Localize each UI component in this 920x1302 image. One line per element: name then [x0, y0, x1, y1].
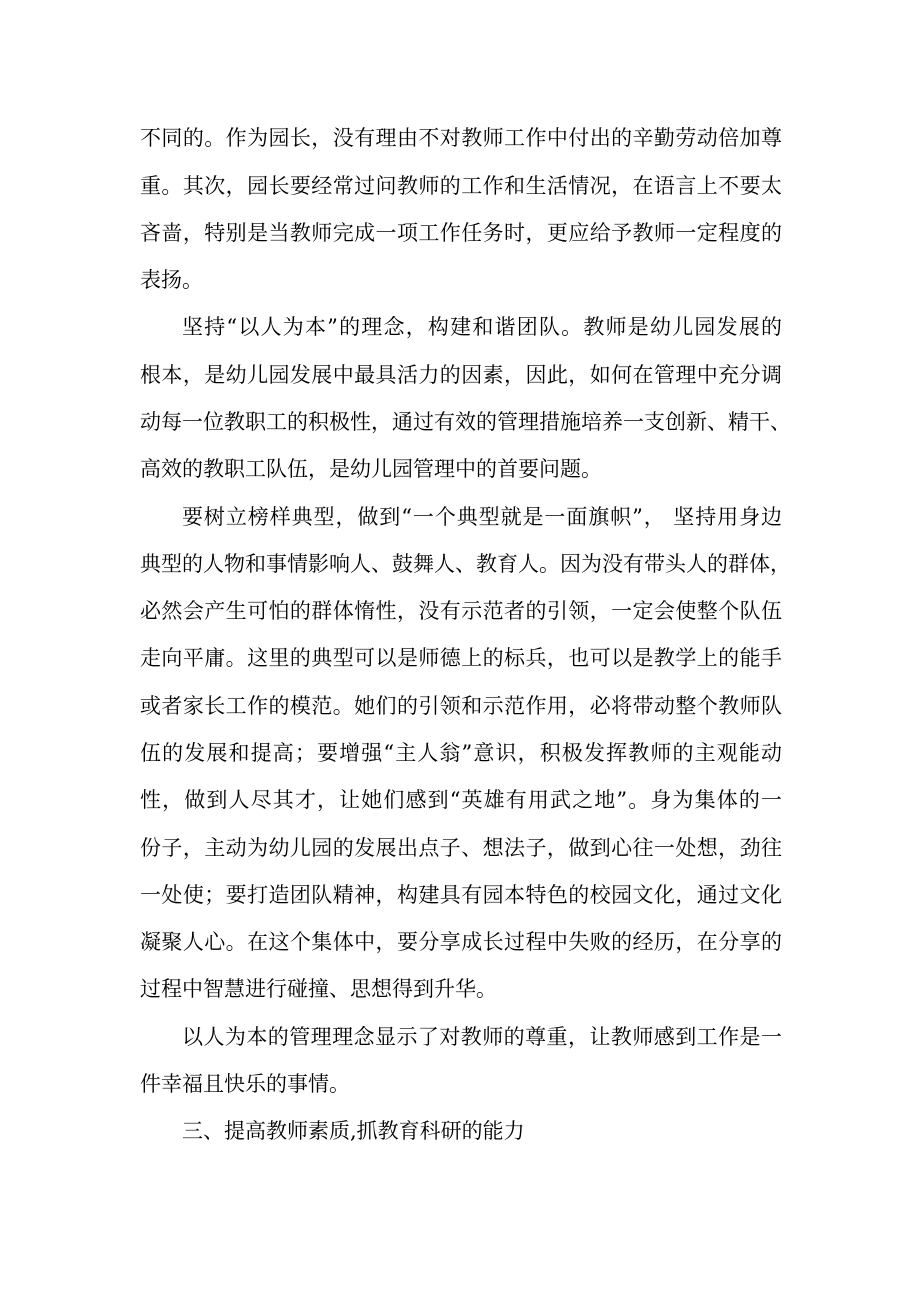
- paragraph-line: 坚持“以人为本”的理念，构建和谐团队。教师是幼儿园发展的: [182, 315, 782, 339]
- paragraph-line: 以人为本的管理理念显示了对教师的尊重，让教师感到工作是一: [182, 1025, 782, 1049]
- paragraph-line: 高效的教职工队伍，是幼儿园管理中的首要问题。: [140, 457, 602, 481]
- paragraph-line: 要树立榜样典型，做到“一个典型就是一面旗帜”， 坚持用身边: [182, 505, 782, 529]
- paragraph-line: 凝聚人心。在这个集体中，要分享成长过程中失败的经历，在分享的: [140, 930, 782, 954]
- paragraph-line: 必然会产生可怕的群体惰性，没有示范者的引领，一定会使整个队伍: [140, 599, 782, 623]
- paragraph-line: 根本，是幼儿园发展中最具活力的因素，因此，如何在管理中充分调: [140, 363, 782, 387]
- paragraph-line: 走向平庸。这里的典型可以是师德上的标兵，也可以是教学上的能手: [140, 646, 782, 670]
- paragraph-line: 过程中智慧进行碰撞、思想得到升华。: [140, 977, 497, 1001]
- paragraph-line: 份子，主动为幼儿园的发展出点子、想法子，做到心往一处想，劲往: [140, 836, 782, 860]
- paragraph-line: 性，做到人尽其才，让她们感到“英雄有用武之地”。身为集体的一: [140, 788, 782, 812]
- paragraph-line: 不同的。作为园长，没有理由不对教师工作中付出的辛勤劳动倍加尊: [140, 126, 782, 150]
- paragraph-line: 典型的人物和事情影响人、鼓舞人、教育人。因为没有带头人的群体，: [140, 552, 791, 576]
- paragraph-line: 件幸福且快乐的事情。: [140, 1072, 350, 1096]
- paragraph-line: 吝啬，特别是当教师完成一项工作任务时，更应给予教师一定程度的: [140, 221, 782, 245]
- paragraph-line: 表扬。: [140, 268, 203, 292]
- paragraph-line: 重。其次，园长要经常过问教师的工作和生活情况，在语言上不要太: [140, 174, 782, 198]
- paragraph-line: 一处使；要打造团队精神，构建具有园本特色的校园文化，通过文化: [140, 883, 782, 907]
- section-heading: 三、提高教师素质,抓教育科研的能力: [182, 1119, 525, 1143]
- paragraph-line: 动每一位教职工的积极性，通过有效的管理措施培养一支创新、精干、: [140, 410, 791, 434]
- paragraph-line: 或者家长工作的模范。她们的引领和示范作用，必将带动整个教师队: [140, 694, 782, 718]
- paragraph-line: 伍的发展和提高；要增强“主人翁”意识，积极发挥教师的主观能动: [140, 741, 782, 765]
